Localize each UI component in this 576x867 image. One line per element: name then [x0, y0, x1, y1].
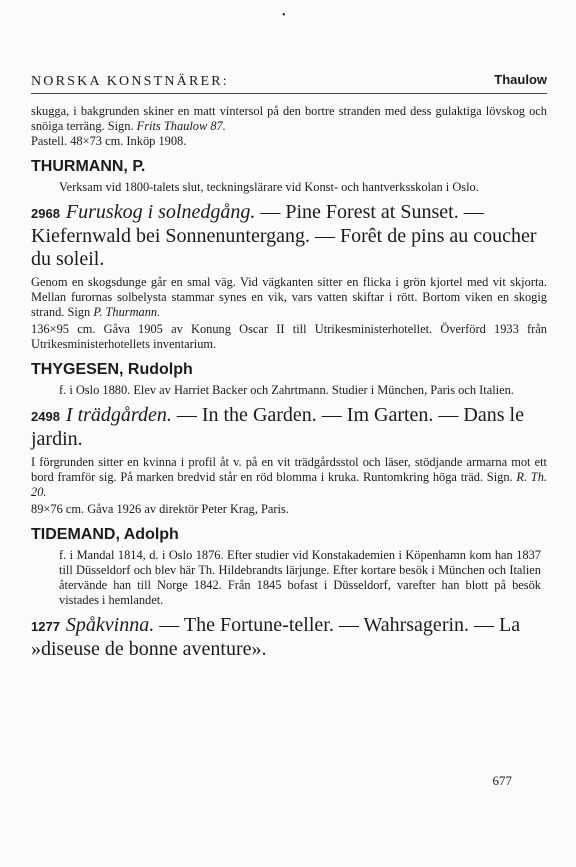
title-swedish: Furuskog i solnedgång. — [65, 201, 256, 223]
intro-signature: Frits Thaulow 87. — [136, 119, 226, 133]
artist-bio: f. i Oslo 1880. Elev av Harriet Backer och Zahrtmann. Studier i München, Paris och Italien. — [59, 383, 514, 397]
title-translations: — Pine Forest at Sunset. — Kiefernwald bei Sonnenuntergang. — Forêt de pins au coucher du soleil. — [31, 201, 537, 270]
artwork-meta: 89×76 cm. Gåva 1926 av direktör Peter Krag, Paris. — [31, 502, 289, 516]
catalog-number: 2498 — [31, 409, 60, 424]
catalog-number: 1277 — [31, 619, 60, 634]
artwork-title — [31, 404, 547, 451]
description-text: Genom en skogsdunge går en smal väg. Vid vägkanten sitter en flicka i grön kjortel med vit skjorta. Mellan furornas solbelysta stammar synes en vik, vars vatten skiftar i rött. Bortom viken en skogig strand. Sign — [31, 275, 547, 319]
artist-heading: THYGESEN, Rudolph — [31, 361, 193, 378]
artwork-signature: P. Thurmann. — [93, 305, 161, 319]
catalog-number: 2968 — [31, 206, 60, 221]
intro-meta: Pastell. 48×73 cm. Inköp 1908. — [31, 134, 187, 148]
artwork-meta: 136×95 cm. Gåva 1905 av Konung Oscar II till Utrikesministerhotellet. Överförd 1933 från Utrikesministerhotellets inventarium. — [31, 322, 547, 351]
title-translations: — In the Garden. — Im Garten. — Dans le jardin. — [31, 404, 524, 450]
artwork-signature: R. Th. 20. — [31, 470, 547, 499]
speck-mark: • — [282, 10, 286, 21]
running-header — [31, 72, 547, 94]
section-title: NORSKA KONSTNÄRER: — [31, 74, 229, 89]
artwork-description — [31, 275, 547, 320]
artwork-title — [31, 201, 547, 271]
catalog-content — [31, 104, 547, 665]
artwork-description — [31, 455, 547, 500]
page-number: 677 — [492, 773, 512, 788]
artist-heading: TIDEMAND, Adolph — [31, 526, 179, 543]
description-text: I förgrunden sitter en kvinna i profil åt v. på en vit trädgårdsstol och läser, stödjande armarna mot ett bord framför sig. På marken bredvid står en röd blomma i kruka. Runtomkring höga träd. Sign. — [31, 455, 547, 484]
title-translations: — The Fortune-teller. — Wahrsagerin. — La »diseuse de bonne aventure». — [31, 614, 521, 660]
intro-text: skugga, i bakgrunden skiner en matt vintersol på den bortre stranden med dess gulaktiga lövskog och snöiga terräng. Sign. — [31, 104, 547, 133]
title-swedish: I trädgården. — [65, 404, 172, 426]
title-swedish: Spåkvinna. — [65, 614, 155, 636]
artist-bio: Verksam vid 1800-talets slut, teckningslärare vid Konst- och hantverksskolan i Oslo. — [59, 180, 479, 194]
running-artist-name: Thaulow — [494, 72, 547, 87]
intro-paragraph — [31, 104, 547, 134]
artist-heading: THURMANN, P. — [31, 158, 146, 175]
artwork-title — [31, 614, 547, 661]
artist-bio: f. i Mandal 1814, d. i Oslo 1876. Efter studier vid Konstakademien i Köpenhamn kom han 1837 till Düsseldorf och blev här Th. Hildebrandts lärjunge. Efter kortare besök i München och Italien återvände han till Norge 1842. Från 1845 bofast i Düsseldorf, varefter han blott på besök vistades i hemlandet. — [59, 548, 541, 607]
